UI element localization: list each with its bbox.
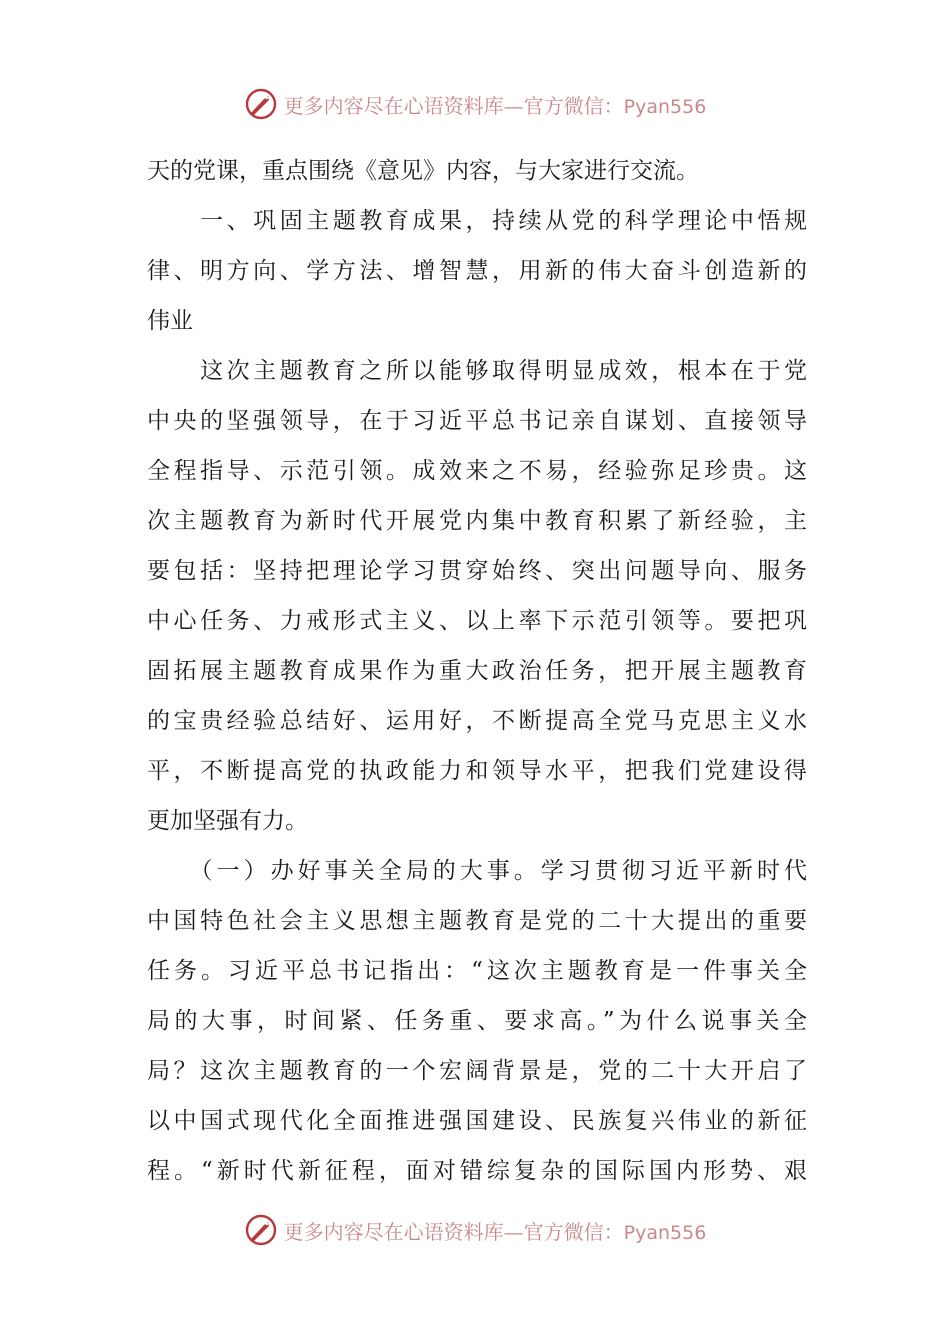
watermark-footer (0, 1210, 950, 1250)
pen-nib-logo-icon (244, 87, 278, 121)
text-line: 天的党课，重点围绕《意见》内容，与大家进行交流。 (147, 158, 699, 184)
text-line: 程。“新时代新征程，面对错综复杂的国际国内形势、艰 (147, 1158, 807, 1184)
document-body (147, 146, 807, 1196)
text-line: 局的大事，时间紧、任务重、要求高。”为什么说事关全 (147, 1008, 807, 1034)
text-line: 平，不断提高党的执政能力和领导水平，把我们党建设得 (147, 758, 807, 784)
text-line: 这次主题教育之所以能够取得明显成效，根本在于党 (147, 358, 807, 384)
text-line: 中国特色社会主义思想主题教育是党的二十大提出的重要 (147, 908, 807, 934)
watermark-prefix: 更多内容尽在心语资料库—官方微信： (283, 93, 624, 118)
text-line: 一、巩固主题教育成果，持续从党的科学理论中悟规 (147, 208, 807, 234)
text-line: 要包括：坚持把理论学习贯穿始终、突出问题导向、服务 (147, 558, 807, 584)
text-line: 更加坚强有力。 (147, 808, 308, 834)
text-line: 中央的坚强领导，在于习近平总书记亲自谋划、直接领导 (147, 408, 807, 434)
text-line: 全程指导、示范引领。成效来之不易，经验弥足珍贵。这 (147, 458, 807, 484)
watermark-header (0, 84, 950, 124)
watermark-id: Pyan556 (623, 1221, 707, 1244)
text-line: 局？这次主题教育的一个宏阔背景是，党的二十大开启了 (147, 1058, 807, 1084)
pen-nib-logo-icon (244, 1213, 278, 1247)
text-line: 中心任务、力戒形式主义、以上率下示范引领等。要把巩 (147, 608, 807, 634)
text-line: 律、明方向、学方法、增智慧，用新的伟大奋斗创造新的 (147, 258, 807, 284)
text-line: 以中国式现代化全面推进强国建设、民族复兴伟业的新征 (147, 1108, 807, 1134)
text-line: （一）办好事关全局的大事。学习贯彻习近平新时代 (147, 858, 807, 884)
text-line: 次主题教育为新时代开展党内集中教育积累了新经验，主 (147, 508, 807, 534)
text-line: 的宝贵经验总结好、运用好，不断提高全党马克思主义水 (147, 708, 807, 734)
text-line: 伟业 (147, 308, 193, 334)
text-line: 固拓展主题教育成果作为重大政治任务，把开展主题教育 (147, 658, 807, 684)
watermark-prefix: 更多内容尽在心语资料库—官方微信： (283, 1219, 624, 1244)
text-line: 任务。习近平总书记指出：“这次主题教育是一件事关全 (147, 958, 807, 984)
watermark-id: Pyan556 (623, 95, 707, 118)
